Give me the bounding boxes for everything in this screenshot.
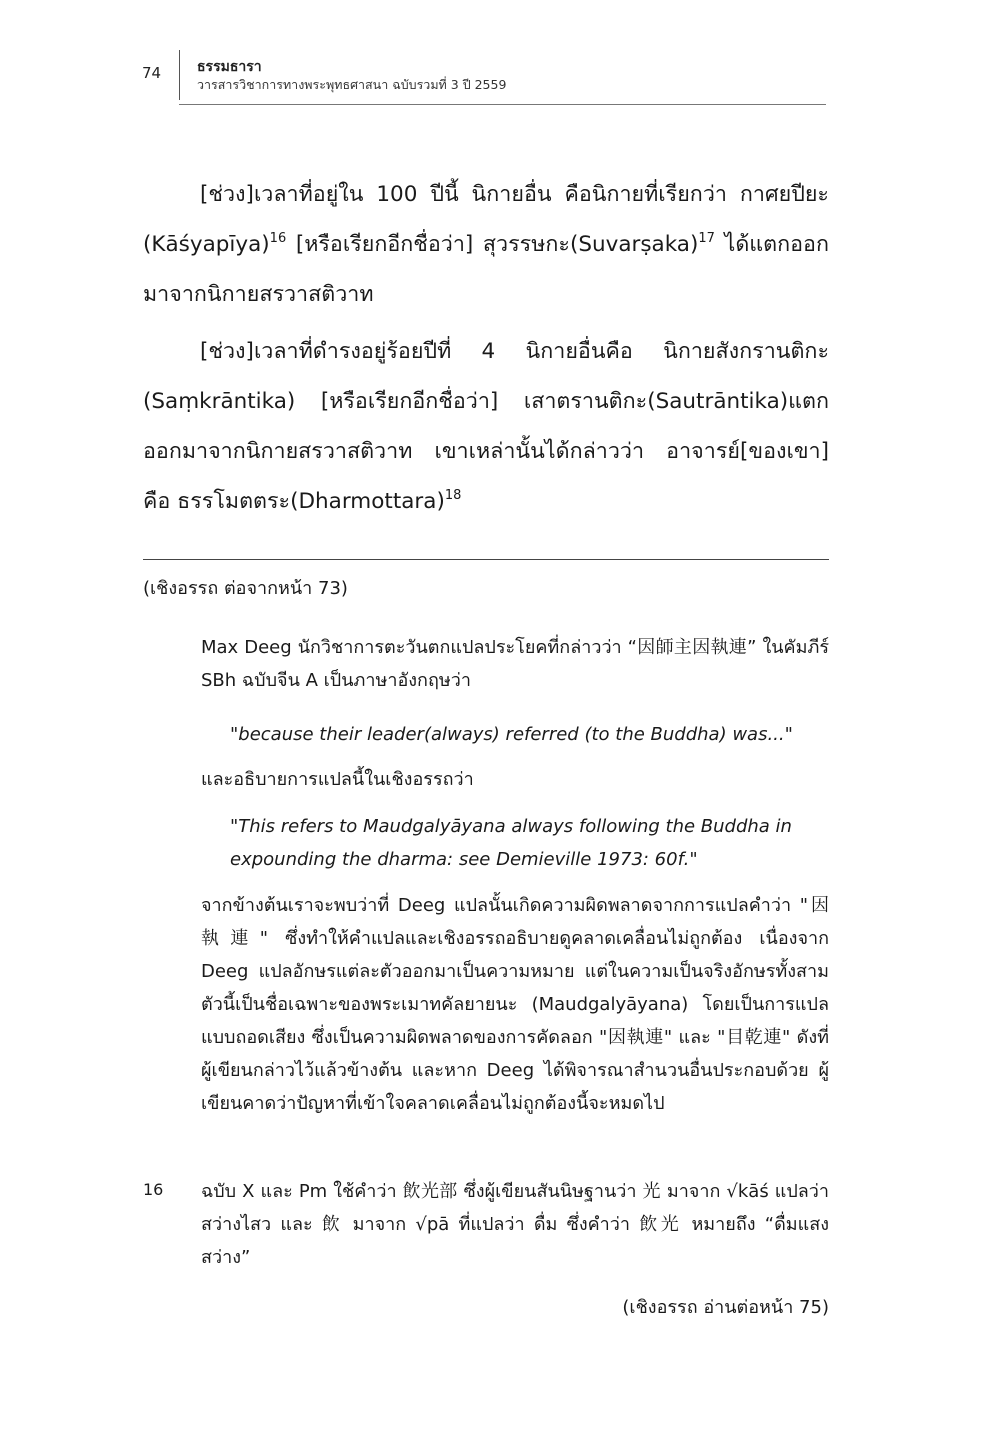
footnote-quote-2: "This refers to Maudgalyāyana always following the Buddha in expounding the dharma: see Demieville 1973: 60f." [230, 816, 792, 870]
footnote-analysis: จากข้างต้นเราจะพบว่าที่ Deeg แปลนั้นเกิดความผิดพลาดจากการแปลคำว่า "因執連" ซึ่งทำให้คำแปลและเชิงอรรถอธิบายดูคลาดเคลื่อนไม่ถูกต้อง เนื่องจาก Deeg แปลอักษรแต่ละตัวออกมาเป็นความหมาย แต่ในความเป็นจริงอักษรทั้งสามตัวนี้เป็นชื่อเฉพาะของพระเมาทคัลยายนะ (Maudgalyāyana) โดยเป็นการแปลแบบถอดเสียง ซึ่งเป็นความผิดพลาดของการคัดลอก "因執連" และ "目乾連" ดังที่ผู้เขียนกล่าวไว้แล้วข้างต้น และหาก Deeg ได้พิจารณาสำนวนอื่นประกอบด้วย ผู้เขียนคาดว่าปัญหาที่เข้าใจคลาดเคลื่อนไม่ถูกต้องนี้จะหมดไป [201, 895, 829, 1114]
body-paragraph-1 [143, 170, 829, 320]
header-rule [179, 104, 826, 105]
footnote-16-text: ฉบับ X และ Pm ใช้คำว่า 飲光部 ซึ่งผู้เขียนสันนิษฐานว่า 光 มาจาก √kāś แปลว่า สว่างไสว และ 飲 มาจาก √pā ที่แปลว่า ดื่ม ซึ่งคำว่า 飲光 หมายถึง “ดื่มแสงสว่าง” [201, 1181, 829, 1268]
footnote-number-16: 16 [143, 1180, 164, 1199]
body-paragraph-2 [143, 327, 829, 527]
footnote-quote-1: "because their leader(always) referred (to the Buddha) was..." [230, 724, 793, 745]
footnote-deeg-intro: Max Deeg นักวิชาการตะวันตกแปลประโยคที่กล่าวว่า “因師主因執連” ในคัมภีร์ SBh ฉบับจีน A เป็นภาษาอังกฤษว่า [201, 637, 829, 691]
body-text-span: [ช่วง]เวลาที่อยู่ใน 100 ปีนี้ นิกายอื่น คือนิกายที่เรียกว่า กาศยปียะ (Kāśyapīya) [143, 182, 829, 257]
footnote-ref-16[interactable]: 16 [269, 231, 287, 246]
footnote-explain-intro: และอธิบายการแปลนี้ในเชิงอรรถว่า [201, 769, 474, 790]
footnote-ref-18[interactable]: 18 [444, 488, 462, 503]
page-number: 74 [142, 64, 162, 82]
footnote-continued-label: (เชิงอรรถ ต่อจากหน้า 73) [143, 578, 348, 599]
footnote-ref-17[interactable]: 17 [698, 231, 715, 246]
footnote-continued-next: (เชิงอรรถ อ่านต่อหน้า 75) [622, 1297, 829, 1318]
journal-subtitle: วารสารวิชาการทางพระพุทธศาสนา ฉบับรวมที่ 3 ปี 2559 [197, 77, 507, 92]
body-text-span: ได้แตกออกมาจากนิกายสรวาสติวาท [143, 232, 829, 307]
header-divider [179, 50, 180, 100]
body-text-span: [ช่วง]เวลาที่ดำรงอยู่ร้อยปีที่ 4 นิกายอื่นคือ นิกายสังกรานติกะ (Saṃkrāntika) [หรือเรียกอีกชื่อว่า] เสาตรานติกะ(Sautrāntika)แตกออกมาจากนิกายสรวาสติวาท เขาเหล่านั้นได้กล่าวว่า อาจารย์[ของเขา] คือ ธรรโมตตระ(Dharmottara) [143, 339, 829, 514]
footnote-separator [143, 559, 829, 560]
journal-title: ธรรมธารา [197, 59, 262, 75]
body-text-span: [หรือเรียกอีกชื่อว่า] สุวรรษกะ(Suvarṣaka) [286, 232, 699, 257]
